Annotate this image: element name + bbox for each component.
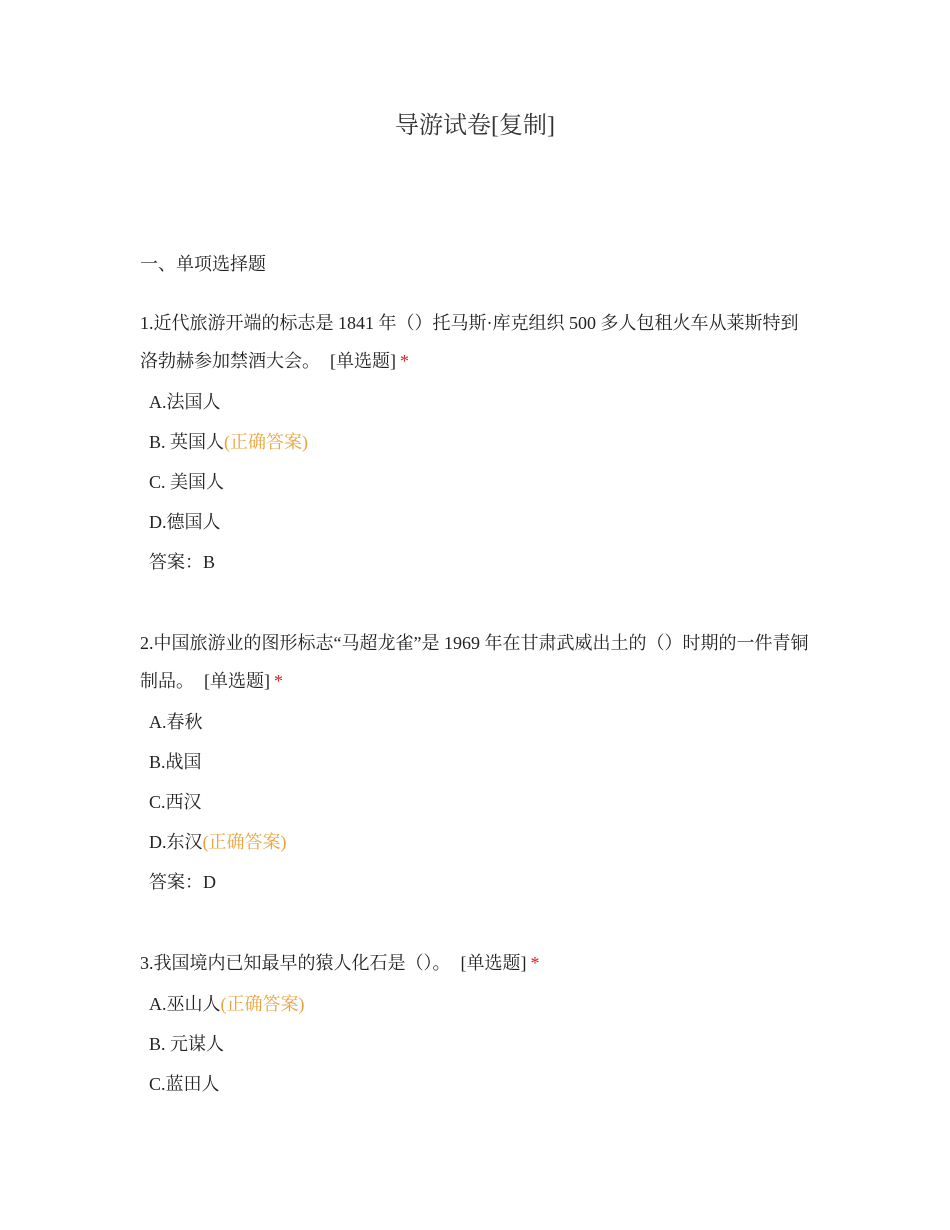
question-type-label: [单选题] — [204, 671, 270, 691]
section-title: 一、单项选择题 — [140, 254, 266, 274]
option-a[interactable]: A.春秋 — [149, 712, 203, 732]
correct-answer-note: (正确答案) — [220, 994, 305, 1014]
option-b[interactable]: B.战国 — [149, 752, 202, 772]
question-3 — [140, 944, 810, 1104]
option-label: B. 英国人 — [149, 432, 225, 452]
correct-answer-note: (正确答案) — [224, 432, 309, 452]
required-mark: * — [530, 953, 540, 973]
question-text: 1.近代旅游开端的标志是 1841 年（）托马斯·库克组织 500 多人包租火车从莱斯特到洛勃赫参加禁酒大会。 — [140, 313, 799, 371]
required-mark: * — [400, 351, 409, 371]
question-stem — [140, 624, 810, 700]
option-list — [149, 382, 810, 542]
answer-label: 答案： — [149, 872, 203, 892]
question-type-label: [单选题] — [460, 953, 527, 973]
question-2 — [140, 624, 810, 902]
question-text: 3.我国境内已知最早的猿人化石是（）。 — [140, 953, 451, 973]
question-type-label: [单选题] — [330, 351, 396, 371]
option-d[interactable]: D.德国人 — [149, 512, 221, 532]
answer-line — [149, 862, 810, 902]
option-label: D.东汉 — [149, 832, 203, 852]
option-list — [149, 702, 810, 862]
option-a[interactable]: A.法国人 — [149, 392, 221, 412]
question-1 — [140, 304, 810, 582]
required-mark: * — [274, 671, 283, 691]
page-title: 导游试卷[复制] — [395, 113, 555, 139]
option-label: A.巫山人 — [149, 994, 221, 1014]
question-text: 2.中国旅游业的图形标志“马超龙雀”是 1969 年在甘肃武威出土的（）时期的一件青铜制品。 — [140, 633, 809, 691]
question-stem — [140, 944, 810, 982]
option-list — [149, 984, 810, 1104]
option-c[interactable]: C.蓝田人 — [149, 1074, 220, 1094]
option-d[interactable] — [149, 822, 810, 862]
question-stem — [140, 304, 810, 380]
option-a[interactable] — [149, 984, 810, 1024]
answer-value: B — [203, 552, 216, 572]
correct-answer-note: (正确答案) — [202, 832, 287, 852]
answer-label: 答案： — [149, 552, 203, 572]
answer-value: D — [203, 872, 216, 892]
option-b[interactable] — [149, 422, 810, 462]
option-c[interactable]: C. 美国人 — [149, 472, 225, 492]
answer-line — [149, 542, 810, 582]
option-b[interactable]: B. 元谋人 — [149, 1034, 225, 1054]
option-c[interactable]: C.西汉 — [149, 792, 202, 812]
